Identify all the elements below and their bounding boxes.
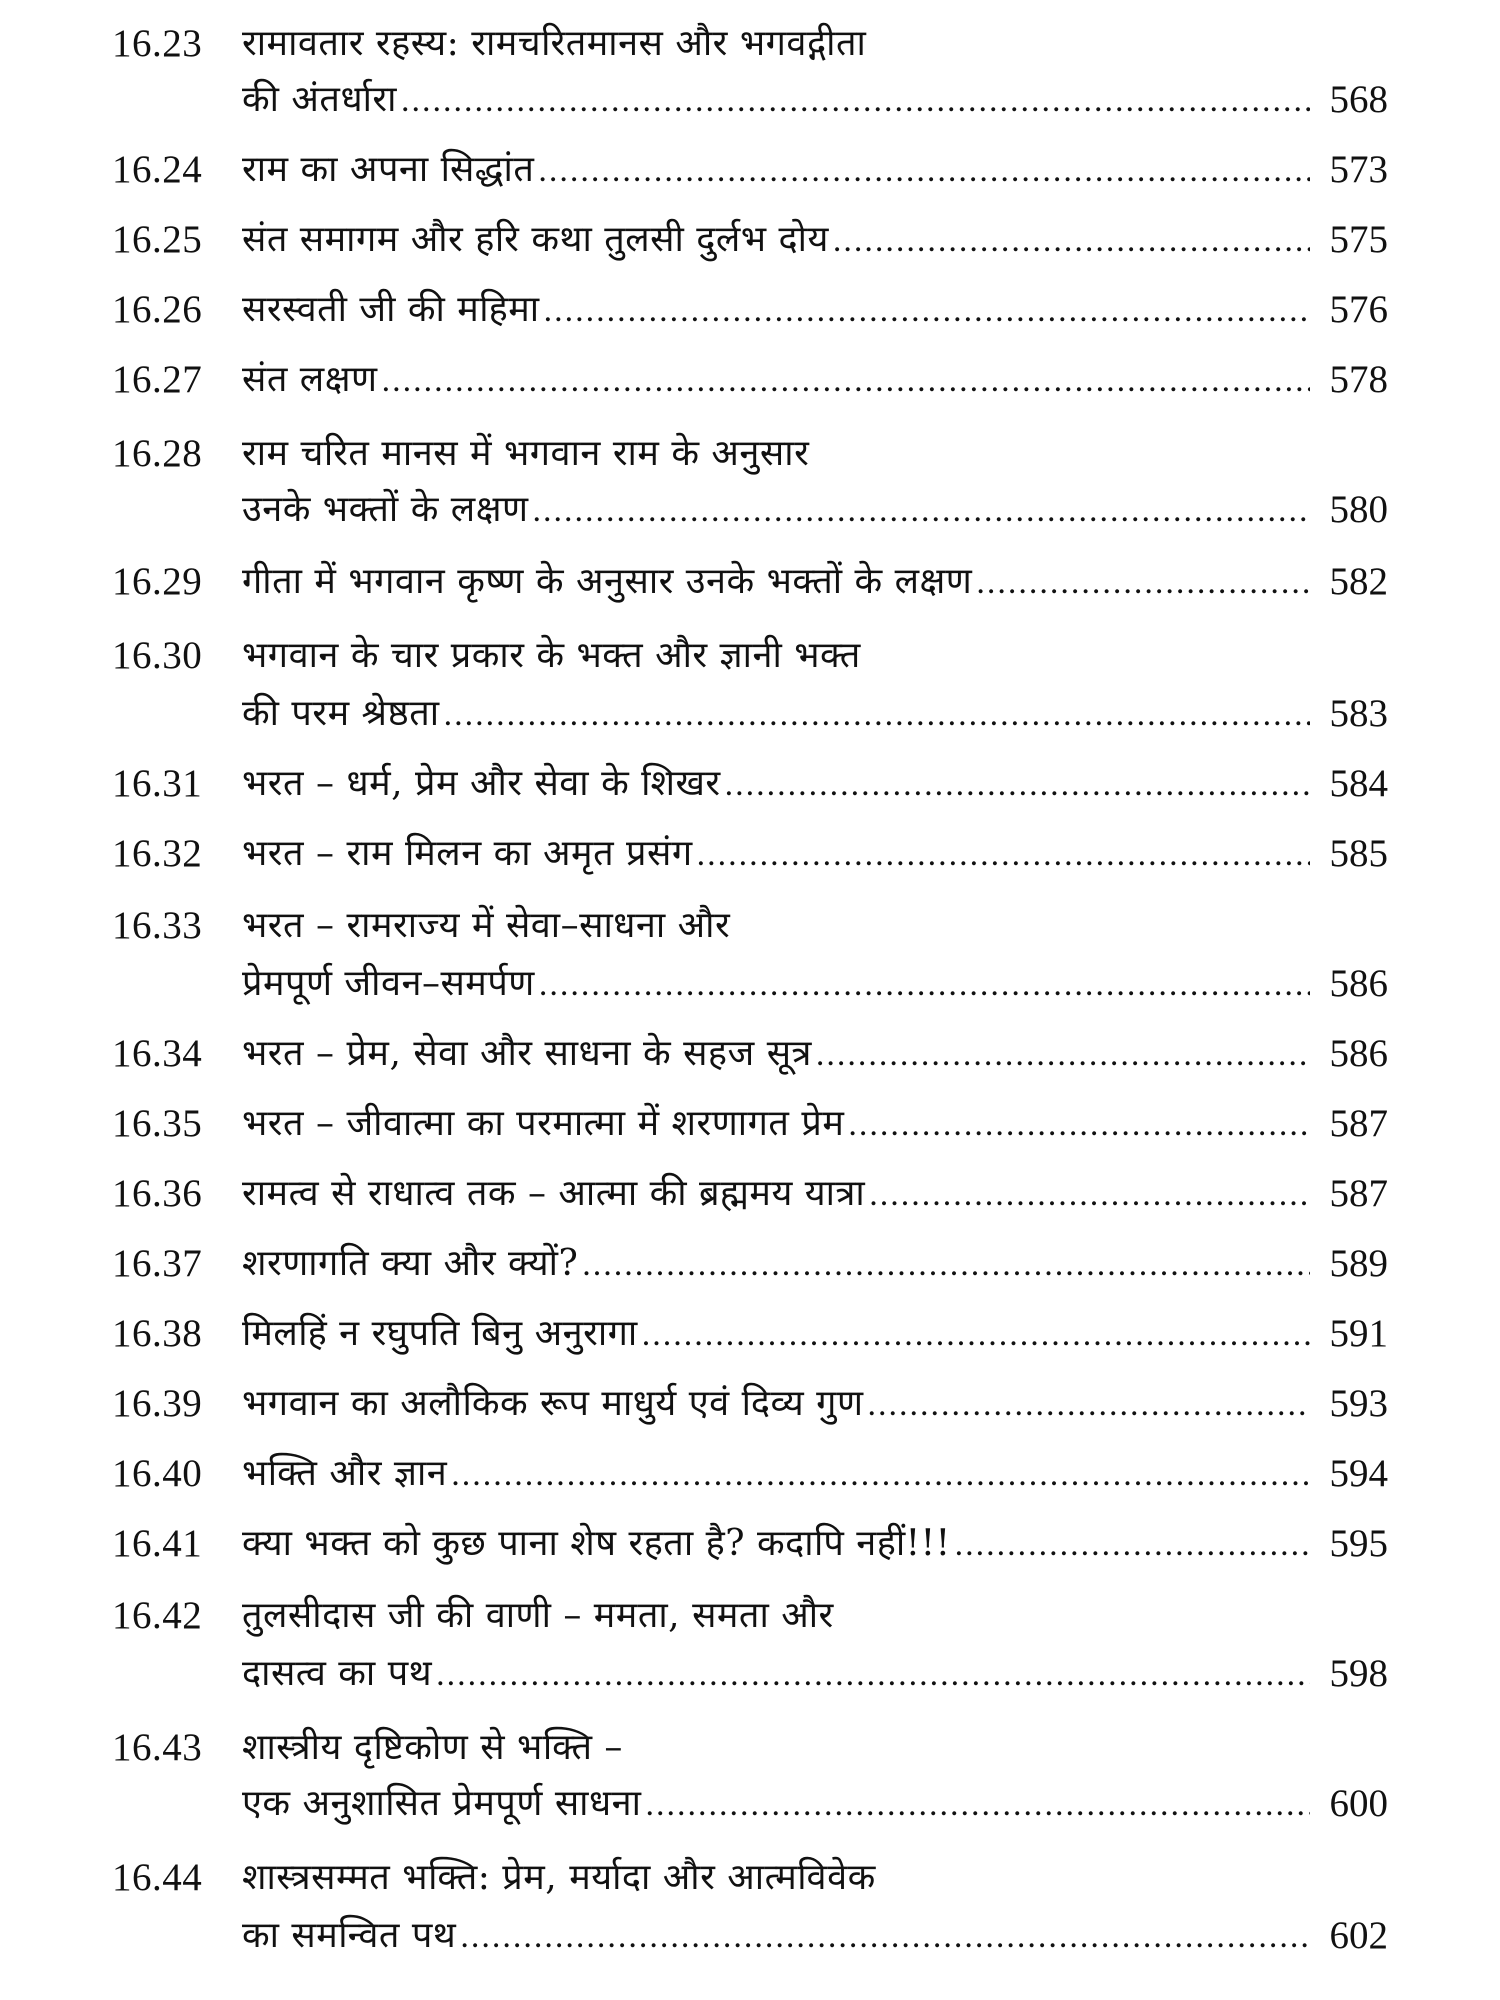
entry-title-line — [242, 1102, 1388, 1146]
page-number: 573 — [1329, 148, 1388, 191]
entry-title: तुलसीदास जी की वाणी – ममता, समता और — [242, 1595, 834, 1636]
section-number: 16.32 — [112, 832, 203, 875]
entry-title: भरत – प्रेम, सेवा और साधना के सहज सूत्र — [242, 1033, 812, 1074]
page-number: 600 — [1329, 1782, 1388, 1825]
page-number: 586 — [1329, 1032, 1388, 1075]
dot-leader — [539, 962, 1310, 1006]
entry-title: सरस्वती जी की महिमा — [242, 289, 540, 330]
entry-title: राम चरित मानस में भगवान राम के अनुसार — [242, 433, 810, 474]
entry-title-line — [242, 762, 1388, 806]
dot-leader — [725, 762, 1310, 806]
section-number: 16.38 — [112, 1312, 203, 1355]
dot-leader — [436, 1652, 1310, 1696]
entry-title-line — [242, 78, 1388, 122]
page-number: 591 — [1329, 1312, 1388, 1355]
entry-title-continued: उनके भक्तों के लक्षण — [242, 489, 529, 530]
section-number: 16.35 — [112, 1102, 203, 1145]
entry-title: मिलहिं न रघुपति बिनु अनुरागा — [242, 1313, 638, 1354]
dot-leader — [538, 148, 1310, 192]
entry-title-line — [242, 1726, 1388, 1770]
dot-leader — [816, 1032, 1310, 1076]
section-number: 16.26 — [112, 288, 203, 331]
entry-title-line — [242, 832, 1388, 876]
page-number: 580 — [1329, 488, 1388, 531]
entry-title-line — [242, 288, 1388, 332]
dot-leader — [869, 1172, 1310, 1216]
dot-leader — [833, 218, 1310, 262]
entry-title-line — [242, 1382, 1388, 1426]
entry-title-line — [242, 904, 1388, 948]
entry-title-line — [242, 560, 1388, 604]
entry-title: भरत – रामराज्य में सेवा–साधना और — [242, 905, 731, 946]
section-number: 16.36 — [112, 1172, 203, 1215]
page-number: 582 — [1329, 560, 1388, 603]
dot-leader — [867, 1382, 1310, 1426]
entry-title-continued: का समन्वित पथ — [242, 1915, 457, 1956]
section-number: 16.27 — [112, 358, 203, 401]
entry-title-line — [242, 432, 1388, 476]
dot-leader — [444, 692, 1310, 736]
page-number: 598 — [1329, 1652, 1388, 1695]
dot-leader — [533, 488, 1310, 532]
page-number: 583 — [1329, 692, 1388, 735]
page-number: 587 — [1329, 1102, 1388, 1145]
page-number: 594 — [1329, 1452, 1388, 1495]
dot-leader — [401, 78, 1310, 122]
section-number: 16.25 — [112, 218, 203, 261]
page-number: 589 — [1329, 1242, 1388, 1285]
section-number: 16.42 — [112, 1594, 203, 1637]
dot-leader — [544, 288, 1310, 332]
entry-title-continued: दासत्व का पथ — [242, 1653, 433, 1694]
section-number: 16.40 — [112, 1452, 203, 1495]
entry-title: क्या भक्त को कुछ पाना शेष रहता है? कदापि नहीं!!! — [242, 1523, 951, 1564]
section-number: 16.29 — [112, 560, 203, 603]
dot-leader — [955, 1522, 1310, 1566]
entry-title: भरत – धर्म, प्रेम और सेवा के शिखर — [242, 763, 721, 804]
section-number: 16.41 — [112, 1522, 203, 1565]
entry-title-line — [242, 1782, 1388, 1826]
entry-title-line — [242, 22, 1388, 66]
section-number: 16.44 — [112, 1856, 203, 1899]
section-number: 16.33 — [112, 904, 203, 947]
page-number: 575 — [1329, 218, 1388, 261]
section-number: 16.37 — [112, 1242, 203, 1285]
entry-title: संत समागम और हरि कथा तुलसी दुर्लभ दोय — [242, 219, 829, 260]
page-number: 586 — [1329, 962, 1388, 1005]
entry-title: भक्ति और ज्ञान — [242, 1453, 448, 1494]
entry-title-continued: एक अनुशासित प्रेमपूर्ण साधना — [242, 1783, 642, 1824]
entry-title-line — [242, 148, 1388, 192]
entry-title-line — [242, 1312, 1388, 1356]
entry-title: भगवान के चार प्रकार के भक्त और ज्ञानी भक्त — [242, 635, 861, 676]
page-number: 587 — [1329, 1172, 1388, 1215]
section-number: 16.30 — [112, 634, 203, 677]
section-number: 16.31 — [112, 762, 203, 805]
dot-leader — [382, 358, 1310, 402]
dot-leader — [976, 560, 1310, 604]
entry-title-line — [242, 1172, 1388, 1216]
page-number: 568 — [1329, 78, 1388, 121]
entry-title-continued: की अंतर्धारा — [242, 79, 397, 120]
entry-title-line — [242, 1594, 1388, 1638]
dot-leader — [451, 1452, 1310, 1496]
dot-leader — [582, 1242, 1310, 1286]
page-number: 578 — [1329, 358, 1388, 401]
dot-leader — [460, 1914, 1310, 1958]
section-number: 16.28 — [112, 432, 203, 475]
page-number: 585 — [1329, 832, 1388, 875]
entry-title: शरणागति क्या और क्यों? — [242, 1243, 579, 1284]
page-number: 602 — [1329, 1914, 1388, 1957]
entry-title-continued: प्रेमपूर्ण जीवन–समर्पण — [242, 963, 535, 1004]
entry-title: संत लक्षण — [242, 359, 378, 400]
entry-title: शास्त्रीय दृष्टिकोण से भक्ति – — [242, 1727, 623, 1768]
section-number: 16.23 — [112, 22, 203, 65]
dot-leader — [697, 832, 1310, 876]
entry-title-line — [242, 488, 1388, 532]
entry-title: भगवान का अलौकिक रूप माधुर्य एवं दिव्य गुण — [242, 1383, 864, 1424]
entry-title-line — [242, 634, 1388, 678]
entry-title-line — [242, 1032, 1388, 1076]
entry-title-line — [242, 1652, 1388, 1696]
dot-leader — [848, 1102, 1310, 1146]
entry-title-line — [242, 1242, 1388, 1286]
entry-title: भरत – राम मिलन का अमृत प्रसंग — [242, 833, 693, 874]
entry-title: रामावतार रहस्य: रामचरितमानस और भगवद्गीता — [242, 23, 867, 64]
section-number: 16.24 — [112, 148, 203, 191]
page-number: 595 — [1329, 1522, 1388, 1565]
entry-title-line — [242, 692, 1388, 736]
page-number: 576 — [1329, 288, 1388, 331]
entry-title: रामत्व से राधात्व तक – आत्मा की ब्रह्ममय यात्रा — [242, 1173, 866, 1214]
dot-leader — [642, 1312, 1310, 1356]
entry-title: गीता में भगवान कृष्ण के अनुसार उनके भक्तों के लक्षण — [242, 561, 973, 602]
entry-title-continued: की परम श्रेष्ठता — [242, 693, 440, 734]
section-number: 16.34 — [112, 1032, 203, 1075]
entry-title-line — [242, 358, 1388, 402]
entry-title-line — [242, 1914, 1388, 1958]
entry-title-line — [242, 1522, 1388, 1566]
entry-title-line — [242, 1856, 1388, 1900]
section-number: 16.43 — [112, 1726, 203, 1769]
entry-title: भरत – जीवात्मा का परमात्मा में शरणागत प्रेम — [242, 1103, 845, 1144]
entry-title: शास्त्रसम्मत भक्ति: प्रेम, मर्यादा और आत्मविवेक — [242, 1857, 876, 1898]
page-number: 593 — [1329, 1382, 1388, 1425]
entry-title: राम का अपना सिद्धांत — [242, 149, 535, 190]
section-number: 16.39 — [112, 1382, 203, 1425]
entry-title-line — [242, 962, 1388, 1006]
entry-title-line — [242, 1452, 1388, 1496]
page-number: 584 — [1329, 762, 1388, 805]
dot-leader — [645, 1782, 1310, 1826]
entry-title-line — [242, 218, 1388, 262]
